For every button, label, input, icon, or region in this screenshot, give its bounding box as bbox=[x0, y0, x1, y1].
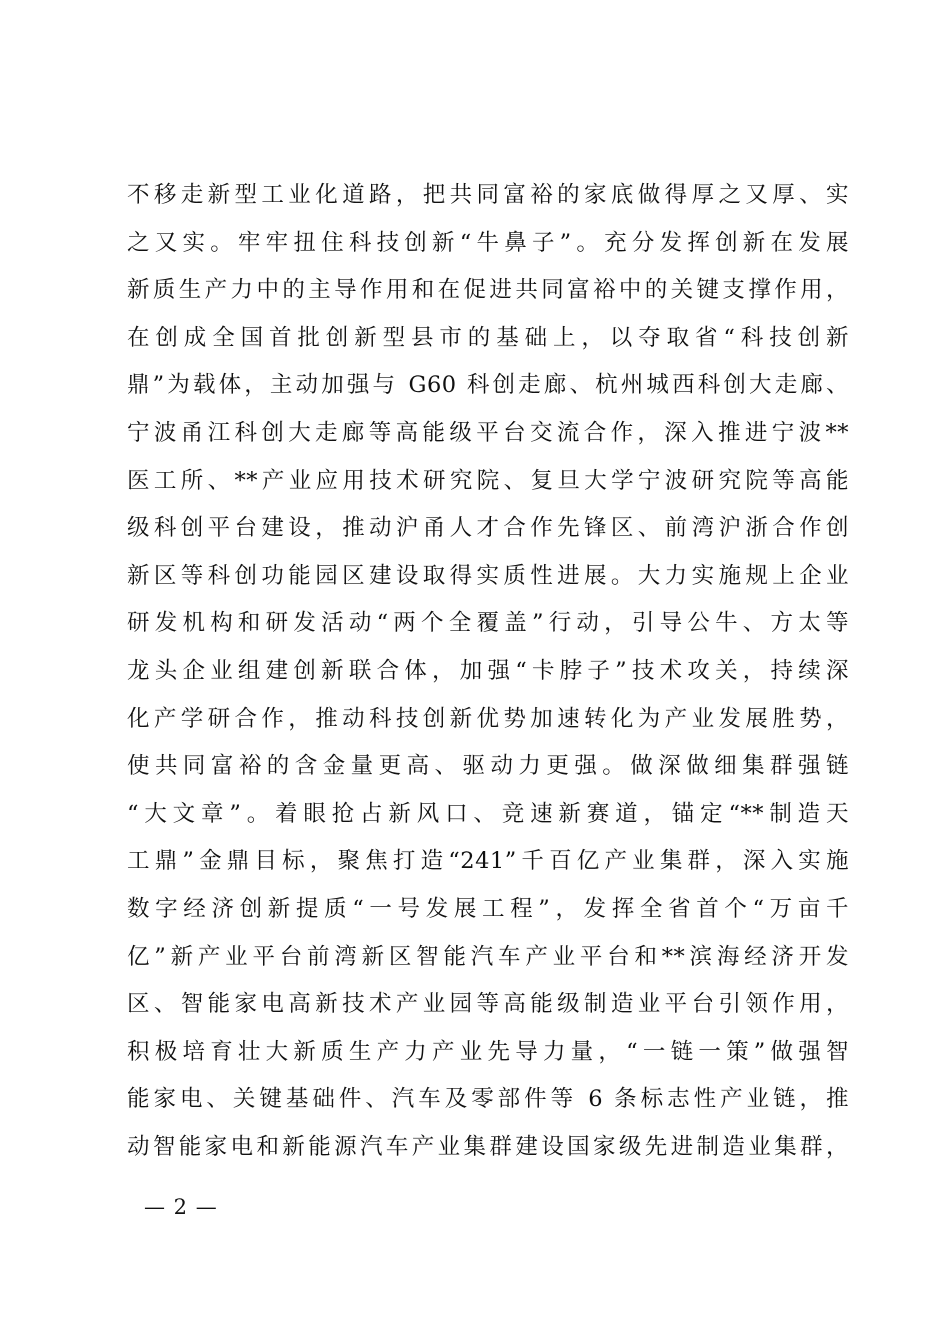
text-line: 研发机构和研发活动“两个全覆盖”行动，引导公牛、方太等 bbox=[127, 610, 849, 637]
text-line: 区、智能家电高新技术产业园等高能级制造业平台引领作用， bbox=[127, 991, 849, 1018]
text-line: 亿”新产业平台前湾新区智能汽车产业平台和**滨海经济开发 bbox=[127, 943, 849, 970]
text-line: 不移走新型工业化道路，把共同富裕的家底做得厚之又厚、实 bbox=[127, 182, 849, 208]
text-line: 新质生产力中的主导作用和在促进共同富裕中的关键支撑作用， bbox=[127, 277, 849, 304]
text-line: 数字经济创新提质“一号发展工程”，发挥全省首个“万亩千 bbox=[127, 895, 849, 922]
text-line: 龙头企业组建创新联合体，加强“卡脖子”技术攻关，持续深 bbox=[127, 657, 849, 684]
text-line: 化产学研合作，推动科技创新优势加速转化为产业发展胜势， bbox=[127, 705, 849, 732]
text-line: 使共同富裕的含金量更高、驱动力更强。做深做细集群强链 bbox=[127, 753, 849, 780]
text-line: 级科创平台建设，推动沪甬人才合作先锋区、前湾沪浙合作创 bbox=[127, 515, 849, 542]
text-line: 动智能家电和新能源汽车产业集群建设国家级先进制造业集群， bbox=[127, 1133, 849, 1160]
text-line: 之又实。牢牢扭住科技创新“牛鼻子”。充分发挥创新在发展 bbox=[127, 229, 849, 256]
text-line: 宁波甬江科创大走廊等高能级平台交流合作，深入推进宁波** bbox=[127, 419, 849, 446]
page-number: — 2 — bbox=[144, 1195, 218, 1219]
text-line: 鼎”为载体，主动加强与 G60 科创走廊、杭州城西科创大走廊、 bbox=[127, 372, 849, 399]
text-line: 能家电、关键基础件、汽车及零部件等 6 条标志性产业链，推 bbox=[127, 1086, 849, 1113]
text-line: 在创成全国首批创新型县市的基础上，以夺取省“科技创新 bbox=[127, 324, 849, 351]
text-line: “大文章”。着眼抢占新风口、竞速新赛道，锚定“**制造天 bbox=[127, 800, 849, 827]
text-line: 积极培育壮大新质生产力产业先导力量，“一链一策”做强智 bbox=[127, 1038, 849, 1065]
text-line: 医工所、**产业应用技术研究院、复旦大学宁波研究院等高能 bbox=[127, 467, 849, 494]
text-line: 新区等科创功能园区建设取得实质性进展。大力实施规上企业 bbox=[127, 562, 849, 589]
document-body bbox=[127, 172, 849, 1171]
text-line: 工鼎”金鼎目标，聚焦打造“241”千百亿产业集群，深入实施 bbox=[127, 848, 849, 875]
